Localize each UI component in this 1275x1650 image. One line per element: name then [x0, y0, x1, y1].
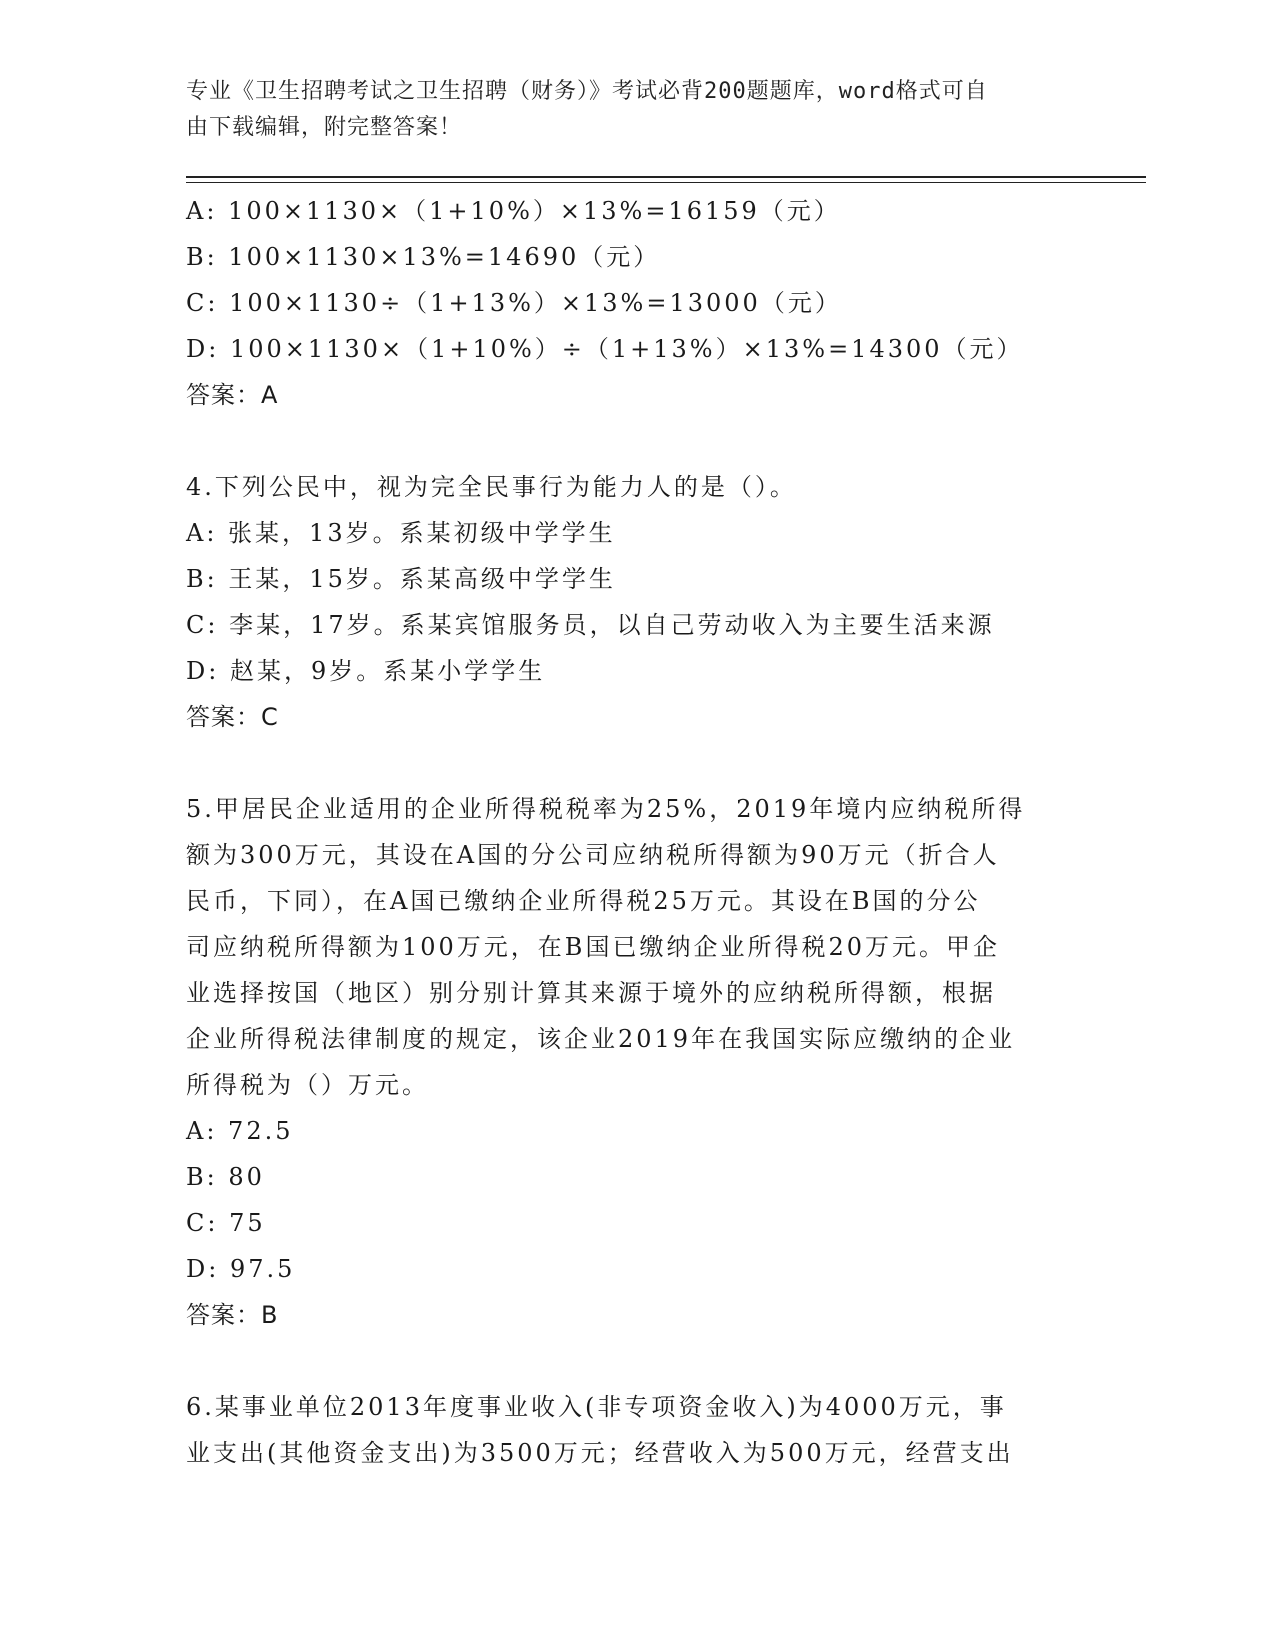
- question-text-line: 民币，下同），在A国已缴纳企业所得税25万元。其设在B国的分公: [186, 887, 981, 915]
- question-text-line: 企业所得税法律制度的规定，该企业2019年在我国实际应缴纳的企业: [186, 1025, 1016, 1053]
- spacer: [186, 418, 1086, 464]
- question-text-line: 业支出(其他资金支出)为3500万元；经营收入为500万元，经营支出: [186, 1439, 1014, 1467]
- header-divider-thin: [186, 182, 1146, 183]
- question-text-line: 5.甲居民企业适用的企业所得税税率为25%，2019年境内应纳税所得: [186, 795, 1026, 823]
- document-header: [186, 74, 1066, 146]
- spacer: [186, 1338, 1086, 1384]
- question-text-line: 6.某事业单位2013年度事业收入(非专项资金收入)为4000万元，事: [186, 1393, 1007, 1421]
- option-d: D: 赵某，9岁。系某小学学生: [186, 657, 546, 685]
- answer: 答案：C: [186, 703, 279, 731]
- question-3: [186, 188, 1086, 418]
- option-b: B: 王某，15岁。系某高级中学学生: [186, 565, 616, 593]
- option-a: A: 72.5: [186, 1117, 294, 1145]
- option-b: B: 80: [186, 1163, 265, 1191]
- question-text-line: 所得税为（）万元。: [186, 1071, 429, 1099]
- header-line-2: 由下载编辑，附完整答案！: [186, 115, 463, 140]
- header-divider: [186, 176, 1146, 178]
- option-a: A: 张某，13岁。系某初级中学学生: [186, 519, 616, 547]
- option-d: D: 100×1130×（1+10%）÷（1+13%）×13%=14300（元）: [186, 335, 1024, 363]
- question-text-line: 额为300万元，其设在A国的分公司应纳税所得额为90万元（折合人: [186, 841, 1000, 869]
- header-line-1: 专业《卫生招聘考试之卫生招聘（财务）》考试必背200题题库，word格式可自: [186, 79, 988, 104]
- option-c: C: 100×1130÷（1+13%）×13%=13000（元）: [186, 289, 842, 317]
- question-text-line: 业选择按国（地区）别分别计算其来源于境外的应纳税所得额，根据: [186, 979, 996, 1007]
- option-b: B: 100×1130×13%=14690（元）: [186, 243, 661, 271]
- answer: 答案：B: [186, 1301, 279, 1329]
- question-4: [186, 464, 1086, 740]
- question-5: [186, 786, 1086, 1338]
- option-c: C: 75: [186, 1209, 266, 1237]
- question-list: [186, 188, 1086, 1476]
- option-a: A: 100×1130×（1+10%）×13%=16159（元）: [186, 197, 841, 225]
- question-text: 4.下列公民中，视为完全民事行为能力人的是（）。: [186, 473, 797, 501]
- answer: 答案：A: [186, 381, 279, 409]
- question-6: [186, 1384, 1086, 1476]
- option-c: C: 李某，17岁。系某宾馆服务员，以自己劳动收入为主要生活来源: [186, 611, 995, 639]
- spacer: [186, 740, 1086, 786]
- option-d: D: 97.5: [186, 1255, 296, 1283]
- question-text-line: 司应纳税所得额为100万元，在B国已缴纳企业所得税20万元。甲企: [186, 933, 1000, 961]
